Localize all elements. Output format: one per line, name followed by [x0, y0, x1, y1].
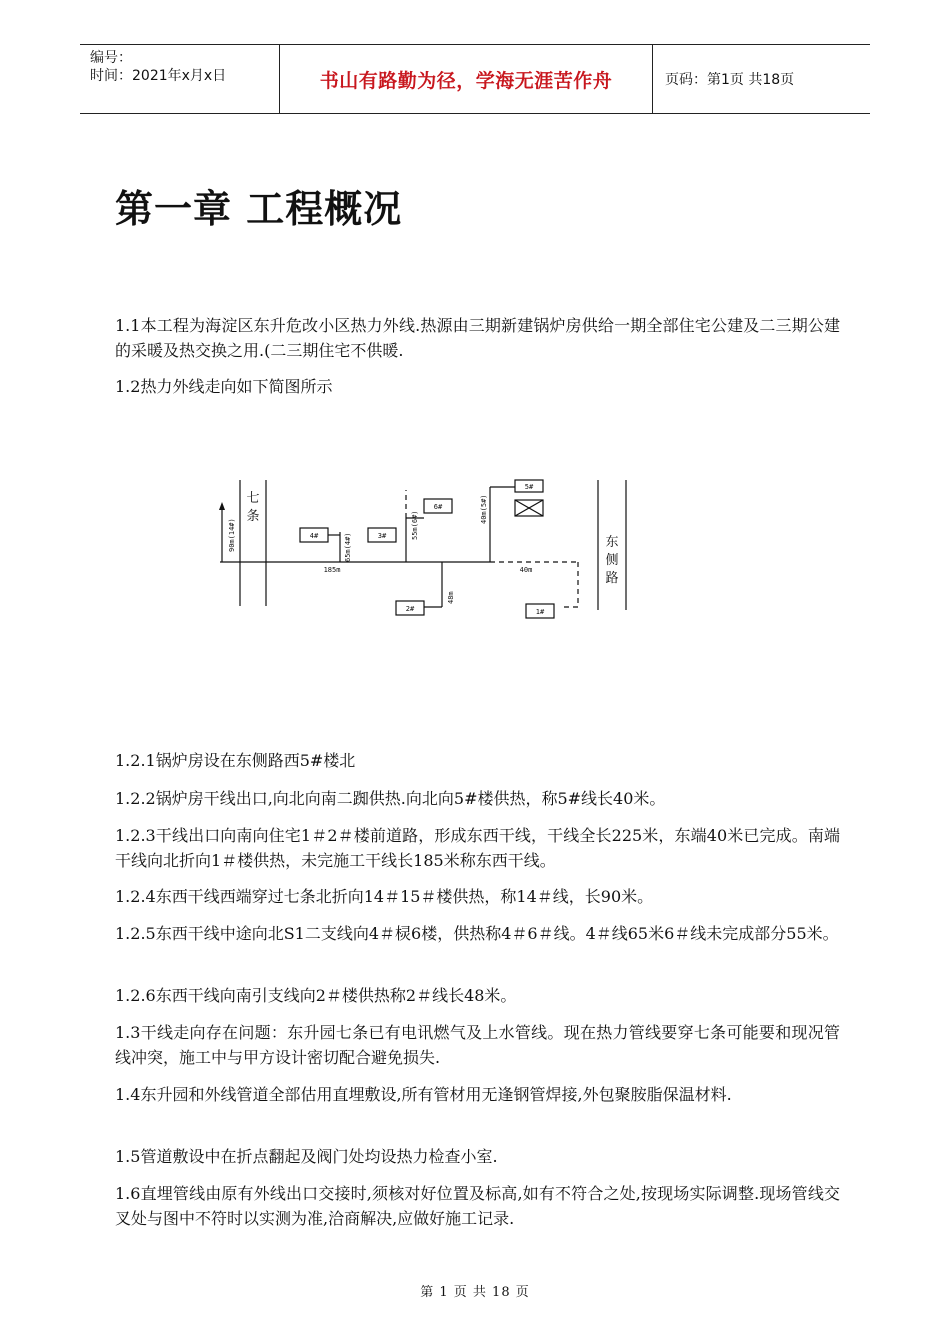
- building-6-label: 6#: [433, 503, 443, 511]
- main-west-length-label: 185m: [323, 566, 341, 574]
- paragraph-1-2-6: 1.2.6东西干线向南引支线向2＃楼供热称2＃线长48米。: [115, 986, 517, 1005]
- chapter-title: 第一章 工程概况: [115, 187, 403, 231]
- building-1-label: 1#: [535, 608, 545, 616]
- page-footer: 第 1 页 共 18 页: [420, 1285, 530, 1300]
- road-qitiao-char-2: 条: [246, 509, 260, 524]
- page-header: [80, 44, 870, 114]
- paragraph-1-2-2: 1.2.2锅炉房干线出口,向北向南二踟供热.向北向5#楼供热，称5#线长40米。: [115, 789, 666, 808]
- doc-code-label: 编号：: [90, 50, 132, 66]
- building-2-label: 2#: [405, 605, 415, 613]
- road-east-char-2: 侧: [605, 553, 619, 568]
- line-14-length-label: 90m(14#): [228, 518, 236, 552]
- paragraph-1-2-4: 1.2.4东西干线西端穿过七条北折向14＃15＃楼供热，称14＃线，长90米。: [115, 887, 654, 906]
- paragraph-1-4: 1.4东升园和外线管道全部估用直埋敷设,所有管材用无逢钢管焊接,外包聚胺脂保温材料.: [115, 1085, 732, 1104]
- paragraph-1-1: 1.1本工程为海淀区东升危改小区热力外线.热源由三期新建锅炉房供给一期全部住宅公建及二三期公建的采暖及热交换之用.(二三期住宅不供暖.: [115, 316, 840, 360]
- paragraph-1-2-1: 1.2.1锅炉房设在东侧路西5#楼北: [115, 751, 356, 770]
- line-6-length-label: 55m(6#): [411, 510, 419, 540]
- paragraph-1-6: 1.6直埋管线由原有外线出口交接时,须核对好位置及标高,如有不符合之处,按现场实际调整.现场管线交叉处与图中不符时以实测为准,洽商解决,应做好施工记录.: [115, 1184, 840, 1228]
- main-east-length-label: 40m: [519, 566, 533, 574]
- header-page-code: 页码：第1页 共18页: [665, 72, 795, 88]
- paragraph-1-3: 1.3干线走向存在问题：东升园七条已有电讯燃气及上水管线。现在热力管线要穿七条可能要和现况管线冲突，施工中与甲方设计密切配合避免损失.: [115, 1023, 840, 1067]
- header-meta: [80, 45, 280, 113]
- road-east-char-1: 东: [605, 535, 619, 550]
- building-5-label: 5#: [524, 483, 534, 491]
- paragraph-1-5: 1.5管道敷设中在折点翻起及阀门处均设热力检查小室.: [115, 1147, 498, 1166]
- road-east-char-3: 路: [605, 571, 619, 586]
- road-qitiao-char-1: 七: [246, 491, 260, 506]
- header-motto: 书山有路勤为径，学海无涯苦作舟: [280, 45, 653, 113]
- paragraph-1-2-3: 1.2.3干线出口向南向住宅1＃2＃楼前道路，形成东西干线，干线全长225米，东端40米已完成。南端干线向北折向1＃楼供热，未完施工干线长185米称东西干线。: [115, 826, 840, 870]
- paragraph-1-2: 1.2热力外线走向如下简图所示: [115, 377, 333, 396]
- paragraph-1-2-5: 1.2.5东西干线中途向北S1二支线向4＃棂6楼，供热称4＃6＃线。4＃线65米6＃线未完成部分55米。: [115, 924, 839, 943]
- building-3-label: 3#: [377, 532, 387, 540]
- arrow-up-icon: [219, 502, 225, 510]
- doc-time-label: 时间：2021年x月x日: [90, 68, 227, 84]
- line-4-length-label: 65m(4#): [344, 532, 352, 562]
- heating-pipeline-diagram: [210, 472, 640, 622]
- building-4-label: 4#: [309, 532, 319, 540]
- line-2-length-label: 48m: [447, 591, 455, 604]
- line-5-length-label: 40m(5#): [480, 494, 488, 524]
